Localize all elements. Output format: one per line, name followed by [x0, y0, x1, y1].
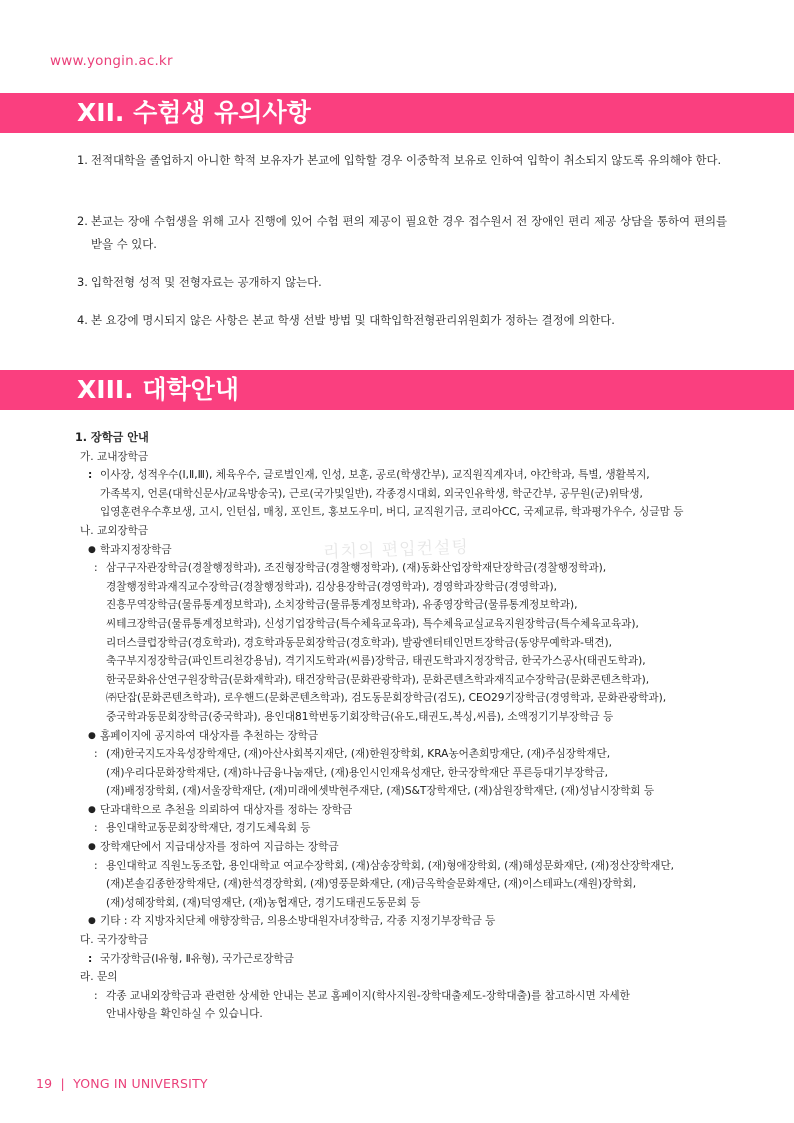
notice-number: 4.: [77, 313, 88, 327]
bullet-icon: ●: [88, 916, 96, 927]
colon: :: [94, 989, 98, 1002]
bullet-icon: ●: [88, 544, 96, 555]
bullet-icon: ●: [88, 842, 96, 853]
dept-scholarship-line: 삼구구자관장학금(경찰행정학과), 조진형장학금(경찰행정학과), (재)동화산업장학재단장학금(경찰행정학과),: [106, 562, 607, 575]
bullet-label: 단과대학으로 추천을 의뢰하여 대상자를 정하는 장학금: [100, 803, 353, 816]
section-13-title: XIII. 대학안내: [77, 375, 239, 404]
homepage-scholarship-line: (재)한국지도자육성장학재단, (재)아산사회복지재단, (재)한원장학회, KRA농어촌희망재단, (재)주심장학재단,: [106, 748, 611, 761]
foundation-scholarship-line: (재)본솔김종한장학재단, (재)한석경장학회, (재)영풍문화재단, (재)금옥학술문화재단, (재)이스테파노(재원)장학회,: [106, 878, 637, 891]
notice-item-2: [77, 210, 727, 256]
college-scholarship-line: 용인대학교동문회장학재단, 경기도체육회 등: [106, 822, 311, 835]
bullet-label: 홈페이지에 공지하여 대상자를 추천하는 장학금: [100, 729, 319, 742]
site-url[interactable]: www.yongin.ac.kr: [50, 53, 173, 69]
dept-scholarship-line: 씨테크장학금(물류통계정보학과), 신성기업장학금(특수체육교육과), 특수체육교실교육지원장학금(특수체육교육과),: [106, 617, 639, 630]
section-12-title: XII. 수험생 유의사항: [77, 98, 311, 127]
foundation-scholarship-line: (재)성혜장학회, (재)덕영재단, (재)농협재단, 경기도태권도동문회 등: [106, 896, 421, 909]
bullet-other-scholarship: [66, 912, 731, 931]
dept-scholarship-line: 한국문화유산연구원장학금(문화재학과), 태건장학금(문화관광학과), 문화콘텐츠학과재직교수장학금(문화콘텐츠학과),: [106, 673, 650, 686]
foundation-scholarship-list: : 용인대학교 직원노동조합, 용인대학교 여교수장학회, (재)삼송장학회, (재)형애장학회, (재)해성문화재단, (재)정산장학재단, (재)본솔김종한장학재단, (재)한석경장학회, (재)영풍문화재단, (재)금옥학술문화재단, (재)이스테파노(재원)장학회, (재)성혜장학회, (재)덕영재단, (재)농협재단, 경기도태권도동문회 등: [66, 857, 731, 913]
scholarship-section: [66, 429, 731, 1024]
notice-text: 본 요강에 명시되지 않은 사항은 본교 학생 선발 방법 및 대학입학전형관리위원회가 정하는 결정에 의한다.: [91, 313, 615, 327]
bullet-foundation-scholarship: [66, 838, 731, 857]
bullet-college-scholarship: [66, 801, 731, 820]
notice-item-4: [77, 309, 727, 332]
notice-number: 1.: [77, 153, 88, 167]
internal-scholarship-label: 가. 교내장학금: [80, 450, 149, 463]
bullet-icon: ●: [88, 804, 96, 815]
internal-scholarship-line: 이사장, 성적우수(Ⅰ,Ⅱ,Ⅲ), 체육우수, 글로벌인재, 인성, 보훈, 공로(학생간부), 교직원직계자녀, 야간학과, 특별, 생활복지,: [100, 469, 650, 482]
dept-scholarship-list: : 삼구구자관장학금(경찰행정학과), 조진형장학금(경찰행정학과), (재)동화산업장학재단장학금(경찰행정학과), 경찰행정학과재직교수장학금(경찰행정학과), 김상용장학금(경영학과), 경영학과장학금(경영학과), 진흥무역장학금(물류통계정보학과), 소치장학금(물류통계정보학과), 유종영장학금(물류통계정보학과), 씨테크장학금(물류통계정보학과), 신성기업장학금(특수체육교육과), 특수체육교실교육지원장학금(특수체육교육과), 리더스클럽장학금(경호학과), 경호학과동문회장학금(경호학과), 발광엔터테인먼트장학금(동양무예학과-택견), 축구부지정장학금(파인트리천강용님), 격기지도학과(씨름)장학금, 태권도학과지정장학금, 한국가스공사(태권도학과), 한국문화유산연구원장학금(문화재학과), 태건장학금(문화관광학과), 문화콘텐츠학과재직교수장학금(문화콘텐츠학과), ㈜단잡(문화콘텐츠학과), 로우핸드(문화콘텐츠학과), 검도동문회장학금(검도), CEO29기장학금(경영학과, 문화관광학과), 중국학과동문회장학금(중국학과), 용인대81학번동기회장학금(유도,태권도,복싱,씨름), 소액정기기부장학금 등: [66, 559, 731, 726]
dept-scholarship-line: 경찰행정학과재직교수장학금(경찰행정학과), 김상용장학금(경영학과), 경영학과장학금(경영학과),: [106, 580, 557, 593]
university-name: YONG IN UNIVERSITY: [73, 1076, 208, 1091]
page-number: 19: [36, 1076, 53, 1091]
internal-scholarship-list: [66, 466, 731, 522]
internal-scholarship-line: 가족복지, 언론(대학신문사/교육방송국), 근로(국가및일반), 각종경시대회, 외국인유학생, 학군간부, 공무원(군)위탁생,: [100, 487, 643, 500]
bullet-dept-scholarship: [66, 541, 731, 560]
dept-scholarship-line: 진흥무역장학금(물류통계정보학과), 소치장학금(물류통계정보학과), 유종영장학금(물류통계정보학과),: [106, 599, 578, 612]
notice-text: 입학전형 성적 및 전형자료는 공개하지 않는다.: [91, 275, 322, 289]
colon: :: [88, 952, 93, 965]
dept-scholarship-line: 리더스클럽장학금(경호학과), 경호학과동문회장학금(경호학과), 발광엔터테인먼트장학금(동양무예학과-택견),: [106, 636, 612, 649]
bullet-label: 장학재단에서 지급대상자를 정하여 지급하는 장학금: [100, 841, 339, 854]
inquiry-text: [66, 987, 731, 1024]
dept-scholarship-line: 축구부지정장학금(파인트리천강용님), 격기지도학과(씨름)장학금, 태권도학과지정장학금, 한국가스공사(태권도학과),: [106, 655, 646, 668]
national-scholarship-line: 국가장학금(Ⅰ유형, Ⅱ유형), 국가근로장학금: [100, 952, 294, 965]
bullet-label: 기타 : 각 지방자치단체 애향장학금, 의용소방대원자녀장학금, 각종 지정기부장학금 등: [100, 915, 496, 928]
national-scholarship-list: [66, 950, 731, 969]
section-12-banner: [0, 93, 794, 133]
national-scholarship-label: 다. 국가장학금: [80, 934, 149, 947]
internal-scholarship-line: 입영훈련우수후보생, 고시, 인턴십, 매칭, 포인트, 홍보도우미, 버디, 교직원기금, 코리아CC, 국제교류, 학과평가우수, 싱글맘 등: [100, 506, 684, 519]
notice-item-3: [77, 271, 727, 294]
dept-scholarship-line: 중국학과동문회장학금(중국학과), 용인대81학번동기회장학금(유도,태권도,복싱,씨름), 소액정기기부장학금 등: [106, 710, 614, 723]
notice-text: 본교는 장애 수험생을 위해 고사 진행에 있어 수험 편의 제공이 필요한 경우 접수원서 전 장애인 편리 제공 상담을 통하여 편의를 받을 수 있다.: [91, 214, 727, 251]
bullet-icon: ●: [88, 730, 96, 741]
external-scholarship-label: 나. 교외장학금: [80, 524, 149, 537]
inquiry-line: 안내사항을 확인하실 수 있습니다.: [106, 1008, 263, 1021]
section-13-banner: [0, 370, 794, 410]
inquiry-label: 라. 문의: [80, 971, 118, 984]
homepage-scholarship-line: (재)배정장학회, (재)서울장학재단, (재)미래에셋박현주재단, (재)S&T장학재단, (재)삼원장학재단, (재)성남시장학회 등: [106, 785, 655, 798]
homepage-scholarship-line: (재)우리다문화장학재단, (재)하나금융나눔재단, (재)용인시인재육성재단, 한국장학재단 푸른등대기부장학금,: [106, 766, 609, 779]
notice-number: 3.: [77, 275, 88, 289]
inquiry-line: 각종 교내외장학금과 관련한 상세한 안내는 본교 홈페이지(학사지원-장학대출제도-장학대출)를 참고하시면 자세한: [106, 989, 630, 1002]
college-scholarship-list: : 용인대학교동문회장학재단, 경기도체육회 등: [66, 819, 731, 838]
dept-scholarship-line: ㈜단잡(문화콘텐츠학과), 로우핸드(문화콘텐츠학과), 검도동문회장학금(검도), CEO29기장학금(경영학과, 문화관광학과),: [106, 692, 667, 705]
page-footer: [36, 1076, 208, 1091]
notice-item-1: [77, 149, 727, 195]
colon: :: [88, 469, 93, 482]
bullet-homepage-scholarship: [66, 727, 731, 746]
bullet-label: 학과지정장학금: [100, 543, 172, 556]
foundation-scholarship-line: 용인대학교 직원노동조합, 용인대학교 여교수장학회, (재)삼송장학회, (재)형애장학회, (재)해성문화재단, (재)정산장학재단,: [106, 859, 675, 872]
watermark: 리치의 편입컨설팅: [322, 537, 470, 563]
scholarship-heading: 1. 장학금 안내: [75, 431, 149, 444]
notice-list: [77, 149, 727, 332]
footer-separator: |: [60, 1076, 65, 1091]
homepage-scholarship-list: : (재)한국지도자육성장학재단, (재)아산사회복지재단, (재)한원장학회, KRA농어촌희망재단, (재)주심장학재단, (재)우리다문화장학재단, (재)하나금융나눔재단, (재)용인시인재육성재단, 한국장학재단 푸른등대기부장학금, (재)배정장학회, (재)서울장학재단, (재)미래에셋박현주재단, (재)S&T장학재단, (재)삼원장학재단, (재)성남시장학회 등: [66, 745, 731, 801]
notice-number: 2.: [77, 214, 88, 228]
notice-text: 전적대학을 졸업하지 아니한 학적 보유자가 본교에 입학할 경우 이중학적 보유로 인하여 입학이 취소되지 않도록 유의해야 한다.: [91, 153, 722, 167]
